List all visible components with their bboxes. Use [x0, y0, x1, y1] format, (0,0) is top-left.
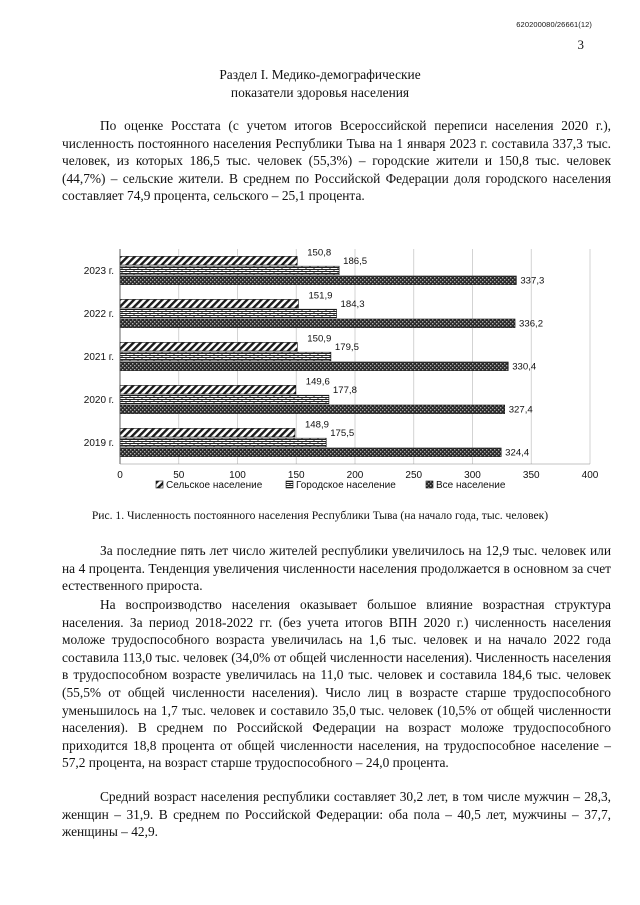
figure-caption: Рис. 1. Численность постоянного населения Республики Тыва (на начало года, тыс. человек): [91, 509, 549, 522]
category-label: 2020 г.: [83, 395, 114, 406]
data-label: 327,4: [508, 404, 533, 416]
bar: [120, 362, 508, 371]
data-label: 184,3: [340, 299, 365, 311]
paragraph-age-structure: [62, 596, 611, 772]
data-label: 150,9: [307, 333, 332, 345]
paragraph-population-growth: [62, 542, 611, 595]
data-label: 175,5: [330, 428, 355, 440]
section-title-line-2: показатели здоровья населения: [230, 85, 410, 100]
x-tick-label: 0: [117, 470, 123, 481]
category-label: 2023 г.: [83, 266, 114, 277]
bar: [120, 395, 329, 404]
bar: [120, 352, 331, 361]
legend-swatch: [286, 481, 293, 488]
bar: [120, 438, 326, 447]
chart-svg: [72, 247, 612, 503]
bar: [120, 342, 297, 351]
data-label: 151,9: [308, 290, 333, 302]
data-label: 179,5: [334, 342, 359, 354]
data-label: 149,6: [305, 376, 330, 388]
data-label: 337,3: [520, 275, 545, 287]
paragraph-text: За последние пять лет число жителей республики увеличилось на 12,9 тыс. человек или на 4 процента. Тенденция увеличения численности населения продолжается в основном за счет естественного прироста.: [62, 543, 611, 594]
data-label: 148,9: [304, 419, 329, 431]
bar: [120, 319, 515, 328]
section-title-line-1: Раздел I. Медико-демографические: [219, 67, 421, 82]
paragraph-text: Средний возраст населения республики составляет 30,2 лет, в том числе мужчин – 28,3, женщин – 31,9. В среднем по Российской Федерации: оба пола – 40,5 лет, мужчины – 37,7, женщины – 42,9.: [62, 789, 611, 840]
paragraph-average-age: [62, 788, 611, 841]
legend-swatch: [426, 481, 433, 488]
x-tick-label: 100: [229, 470, 246, 481]
category-label: 2022 г.: [83, 309, 114, 320]
paragraph-text: На воспроизводство населения оказывает большое влияние возрастная структура населения. За период 2018-2022 гг. (без учета итогов ВПН 2020 г.) численность населения моложе трудоспособного возраста увеличилась на 1,6 тыс. человек и на начало 2022 года составила 113,0 тыс. человек (34,0% от общей численности населения). Численность населения в трудоспособном возрасте увеличилась на 11,0 тыс. человек и составила 184,6 тыс. человек (55,5% от общей численности населения). Число лиц в возрасте старше трудоспособного уменьшилось на 1,7 тыс. человек и составило 35,0 тыс. человек (10,5% от общей численности населения). В среднем по Российской Федерации на возраст моложе трудоспособного приходится 18,8 процента от общей численности населения, на трудоспособное население – 57,2 процента, на возраст старше трудоспособного – 24,0 процента.: [62, 597, 611, 771]
x-tick-label: 400: [581, 470, 599, 481]
legend-label: Все население: [436, 480, 506, 491]
bar: [120, 448, 501, 457]
x-tick-label: 150: [287, 470, 305, 481]
bar: [120, 256, 297, 265]
document-id: 620200080/26661(12): [516, 20, 592, 29]
paragraph-population-estimate: [62, 117, 611, 205]
data-label: 150,8: [307, 247, 332, 259]
legend-swatch: [156, 481, 163, 488]
category-label: 2021 г.: [83, 352, 114, 363]
data-label: 177,8: [332, 385, 357, 397]
bar: [120, 385, 296, 394]
data-label: 324,4: [505, 447, 530, 459]
x-tick-label: 300: [464, 470, 481, 481]
paragraph-text: По оценке Росстата (с учетом итогов Всероссийской переписи населения 2020 г.), численность постоянного населения Республики Тыва на 1 января 2023 г. составила 337,3 тыс. человек, из которых 186,5 тыс. человек (55,3%) – городские жители и 150,8 тыс. человек (44,7%) – сельские жители. В среднем по Российской Федерации доля городского населения составляет 74,9 процента, сельского – 25,1 процента.: [62, 118, 611, 204]
data-label: 186,5: [343, 256, 368, 268]
x-tick-label: 250: [405, 470, 423, 481]
page-number: 3: [577, 37, 584, 52]
bar: [120, 299, 298, 308]
bar: [120, 428, 295, 437]
bar: [120, 405, 505, 414]
x-tick-label: 50: [173, 470, 185, 481]
bar: [120, 276, 516, 285]
legend-label: Сельское население: [166, 480, 263, 491]
bar: [120, 266, 339, 275]
data-label: 330,4: [512, 361, 537, 373]
section-title: [0, 66, 640, 102]
x-tick-label: 350: [522, 470, 540, 481]
population-bar-chart: [72, 247, 612, 503]
legend: [156, 480, 506, 491]
legend-label: Городское население: [296, 480, 396, 491]
x-tick-label: 200: [346, 470, 364, 481]
category-label: 2019 г.: [83, 438, 114, 449]
data-label: 336,2: [519, 318, 544, 330]
bar: [120, 309, 337, 318]
